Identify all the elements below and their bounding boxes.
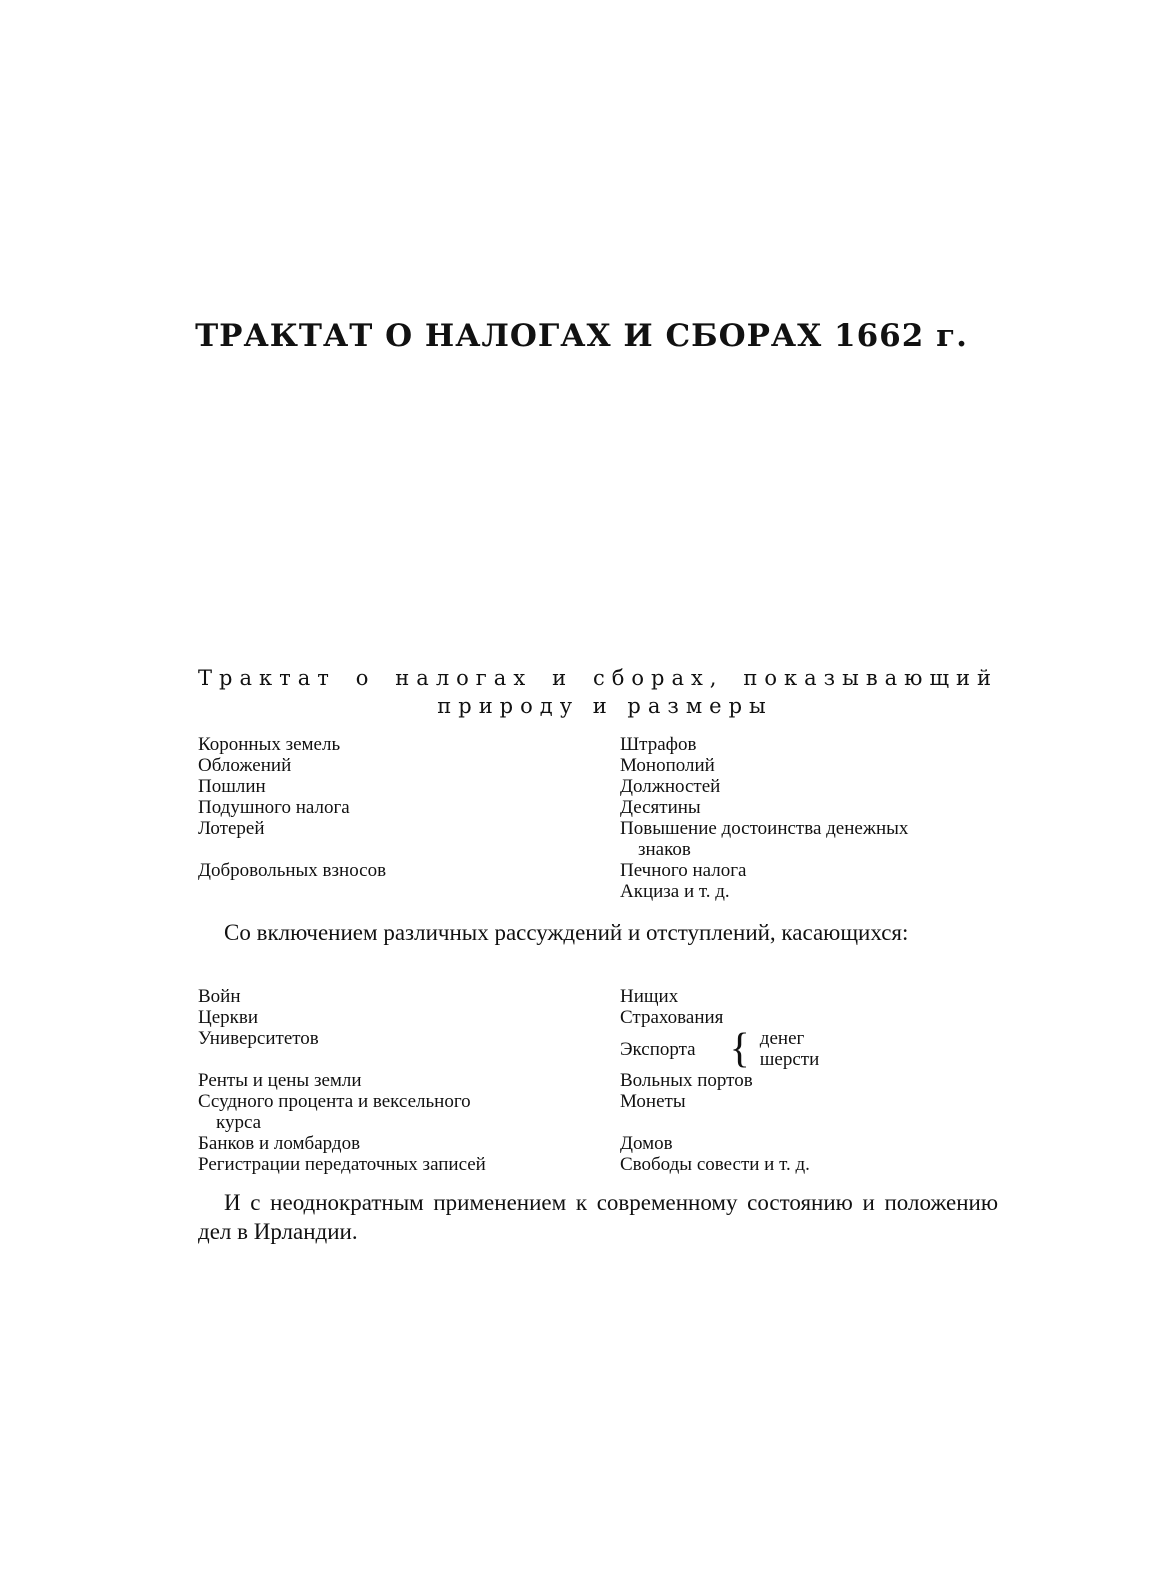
list-item-left: Банков и ломбардов <box>198 1133 361 1154</box>
digressions-list <box>198 986 998 1175</box>
list-item-right: Вольных портов <box>620 1070 753 1091</box>
list-row <box>198 1070 998 1091</box>
list-item-right: Домов <box>620 1133 673 1154</box>
list-row <box>198 986 998 1007</box>
list-item-left: Ренты и цены земли <box>198 1070 362 1091</box>
brace-symbol: { <box>729 1026 750 1072</box>
list-item-left: Университетов <box>198 1028 319 1049</box>
list-row <box>198 776 998 797</box>
list-item-left <box>198 839 620 860</box>
list-row <box>198 839 998 860</box>
list-item-right: Штрафов <box>620 734 697 755</box>
list-item-left: Коронных земель <box>198 734 341 755</box>
list-row <box>198 818 998 839</box>
list-item-left <box>198 881 620 902</box>
list-item-right: Монополий <box>620 755 715 776</box>
list-row <box>198 881 998 902</box>
list-item-right: Должностей <box>620 776 721 797</box>
list-row <box>198 755 998 776</box>
paragraph-ireland: И с неоднократным применением к современному состоянию и положению дел в Ирландии. <box>198 1190 998 1244</box>
list-row <box>198 1028 998 1070</box>
tax-list <box>198 734 998 902</box>
list-item-right: знаков <box>638 839 691 860</box>
export-subitem: шерсти <box>759 1049 820 1070</box>
list-item-right: Десятины <box>620 797 701 818</box>
list-item-right: Страхования <box>620 1007 724 1028</box>
export-subitems <box>760 1028 819 1070</box>
list-row <box>198 1091 998 1112</box>
list-row <box>198 797 998 818</box>
list-item-left: Подушного налога <box>198 797 350 818</box>
paragraph-digressions: Со включением различных рассуждений и отступлений, касающихся: <box>224 920 909 945</box>
list-item-left: Пошлин <box>198 776 266 797</box>
subtitle-line-2: природу и размеры <box>437 694 773 718</box>
list-item-right: Монеты <box>620 1091 686 1112</box>
export-subitem: денег <box>759 1028 805 1049</box>
subtitle-line-1 <box>198 664 998 692</box>
list-item-right: Повышение достоинства денежных <box>620 818 909 839</box>
list-item-left: Регистрации передаточных записей <box>198 1154 486 1175</box>
subtitle-word: Трактат <box>198 666 336 690</box>
subtitle-word: сборах, <box>592 666 724 690</box>
list-row <box>198 1154 998 1175</box>
list-item-right: Печного налога <box>620 860 747 881</box>
list-item-left: Добровольных взносов <box>198 860 387 881</box>
list-row <box>198 860 998 881</box>
list-row <box>198 1112 998 1133</box>
subtitle-word: о <box>355 666 376 690</box>
list-item-left: Церкви <box>198 1007 259 1028</box>
subtitle-word: показывающий <box>743 666 998 690</box>
page-title: ТРАКТАТ О НАЛОГАХ И СБОРАХ 1662 г. <box>195 318 968 354</box>
list-item-right: Нищих <box>620 986 679 1007</box>
subtitle-word: и <box>552 666 574 690</box>
list-item-left: Обложений <box>198 755 292 776</box>
export-group <box>620 1028 998 1070</box>
subtitle <box>198 664 998 720</box>
list-item-right: Экспорта <box>620 1038 696 1060</box>
list-row <box>198 734 998 755</box>
list-item-right: Акциза и т. д. <box>620 881 730 902</box>
list-row <box>198 1007 998 1028</box>
list-item-left: Ссудного процента и вексельного <box>198 1091 471 1112</box>
list-row <box>198 1133 998 1154</box>
list-item-right: Свободы совести и т. д. <box>620 1154 810 1175</box>
subtitle-word: налогах <box>395 666 533 690</box>
list-item-right <box>638 1112 998 1133</box>
list-item-left: Войн <box>198 986 241 1007</box>
list-item-left: Лотерей <box>198 818 265 839</box>
list-item-left: курса <box>216 1112 262 1133</box>
